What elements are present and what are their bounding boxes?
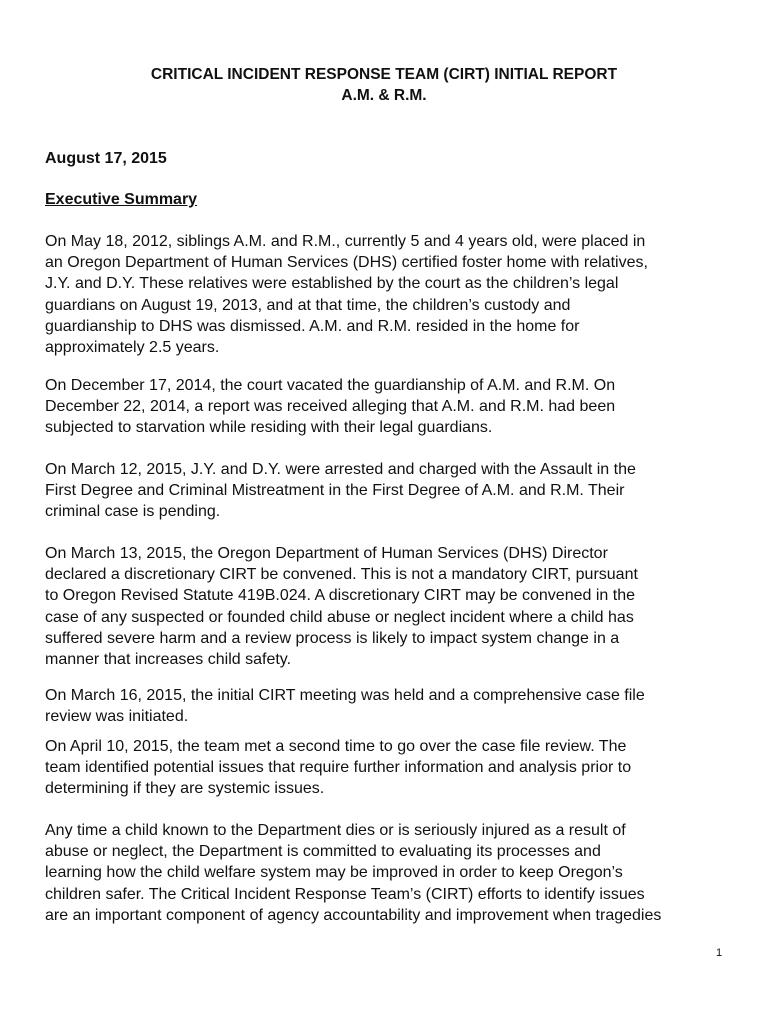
report-subtitle: A.M. & R.M. [341, 87, 427, 104]
paragraph [45, 231, 725, 358]
paragraph-line: determining if they are systemic issues. [45, 780, 325, 798]
page-number: 1 [716, 947, 723, 959]
report-title: CRITICAL INCIDENT RESPONSE TEAM (CIRT) INITIAL REPORT [150, 66, 618, 83]
paragraph-line: to Oregon Revised Statute 419B.024. A discretionary CIRT may be convened in the [45, 587, 635, 605]
paragraph [45, 543, 725, 670]
paragraph-line: approximately 2.5 years. [45, 339, 220, 357]
paragraph-line: First Degree and Criminal Mistreatment in the First Degree of A.M. and R.M. Their [45, 482, 625, 500]
paragraph-line: review was initiated. [45, 708, 189, 726]
paragraph-line: declared a discretionary CIRT be convened. This is not a mandatory CIRT, pursuant [45, 566, 638, 584]
paragraph-line: On March 12, 2015, J.Y. and D.Y. were arrested and charged with the Assault in the [45, 461, 636, 478]
paragraph-line: On March 13, 2015, the Oregon Department of Human Services (DHS) Director [45, 545, 608, 562]
section-heading-executive-summary: Executive Summary [45, 191, 198, 208]
report-date: August 17, 2015 [45, 150, 167, 167]
paragraph-line: On March 16, 2015, the initial CIRT meeting was held and a comprehensive case file [45, 687, 645, 704]
paragraph-line: Any time a child known to the Department dies or is seriously injured as a result of [45, 822, 626, 839]
paragraph-line: criminal case is pending. [45, 503, 221, 521]
paragraph [45, 820, 725, 926]
paragraph-line: On May 18, 2012, siblings A.M. and R.M., currently 5 and 4 years old, were placed in [45, 233, 646, 250]
paragraph-line: On April 10, 2015, the team met a second time to go over the case file review. The [45, 738, 627, 755]
paragraph [45, 459, 725, 523]
paragraph-line: abuse or neglect, the Department is committed to evaluating its processes and [45, 843, 601, 861]
paragraph-line: case of any suspected or founded child abuse or neglect incident where a child has [45, 608, 634, 626]
paragraph-line: are an important component of agency accountability and improvement when tragedies [45, 906, 662, 924]
paragraph [45, 375, 725, 439]
paragraph-line: subjected to starvation while residing with their legal guardians. [45, 419, 493, 437]
paragraph [45, 736, 725, 800]
paragraph-line: December 22, 2014, a report was received alleging that A.M. and R.M. had been [45, 398, 616, 416]
paragraph-line: On December 17, 2014, the court vacated the guardianship of A.M. and R.M. On [45, 377, 616, 394]
paragraph-line: guardianship to DHS was dismissed. A.M. and R.M. resided in the home for [45, 317, 580, 335]
paragraph-line: manner that increases child safety. [45, 651, 292, 669]
paragraph-line: an Oregon Department of Human Services (DHS) certified foster home with relatives, [45, 254, 648, 272]
paragraph [45, 685, 725, 727]
paragraph-line: learning how the child welfare system may be improved in order to keep Oregon’s [45, 864, 623, 882]
paragraph-line: guardians on August 19, 2013, and at that time, the children’s custody and [45, 296, 571, 314]
paragraph-line: J.Y. and D.Y. These relatives were established by the court as the children’s legal [45, 275, 619, 293]
paragraph-line: children safer. The Critical Incident Response Team’s (CIRT) efforts to identify issues [45, 885, 645, 903]
paragraph-line: suffered severe harm and a review process is likely to impact system change in a [45, 629, 620, 647]
paragraph-line: team identified potential issues that require further information and analysis prior to [45, 759, 632, 777]
